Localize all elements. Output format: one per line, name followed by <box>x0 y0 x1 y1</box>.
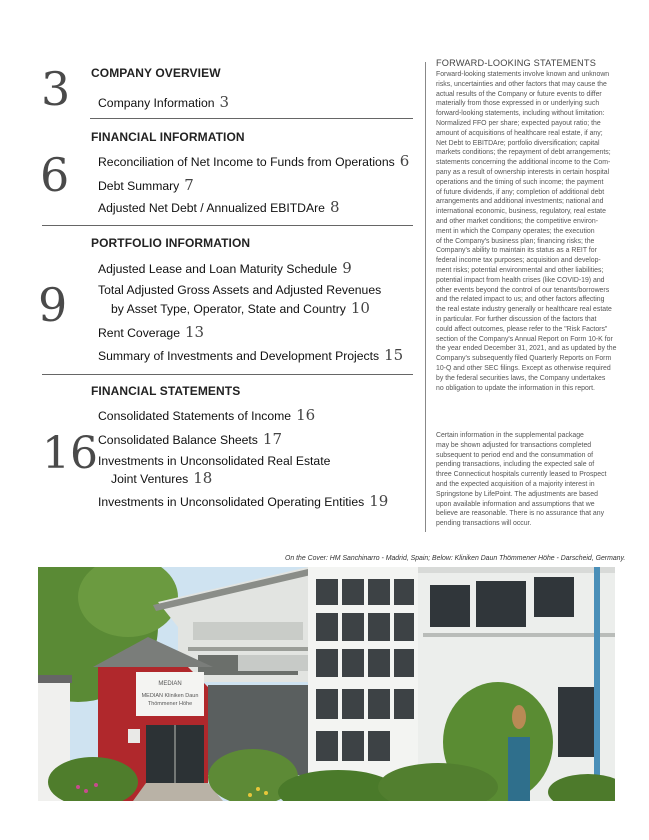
forward-looking-line: markets conditions; the repayment of debt arrangements; <box>436 149 611 157</box>
toc-item-page: 7 <box>184 176 194 194</box>
toc-item-label: Investments in Unconsolidated Real Estate <box>98 454 331 468</box>
toc-item-operating-entities[interactable] <box>98 492 388 510</box>
cover-caption: On the Cover: HM Sanchinarro - Madrid, Spain; Below: Kliniken Daun Thömmener Höhe - Darscheid, Germany. <box>285 555 626 562</box>
toc-item-label-continued: Joint Ventures <box>111 472 189 486</box>
toc-item-label: Rent Coverage <box>98 326 180 340</box>
section-number-company-overview: 3 <box>41 62 71 116</box>
forward-looking-line: ment in which the Company operates; the execution <box>436 227 595 235</box>
forward-looking-line: actual results of the Company or future events to differ <box>436 90 602 98</box>
toc-item-page: 19 <box>369 492 389 510</box>
section-divider <box>42 225 413 226</box>
toc-item-adjusted-net-debt[interactable] <box>98 198 340 216</box>
forward-looking-line: subsequent to period end and the consummation of <box>436 451 594 459</box>
forward-looking-line: Forward-looking statements involve known and unknown <box>436 71 610 78</box>
section-title-financial-statements: FINANCIAL STATEMENTS <box>91 384 241 398</box>
forward-looking-line: by the federal securities laws, the Company undertakes <box>436 374 606 382</box>
forward-looking-line: of future dividends, if any; completion of additional debt <box>436 188 605 196</box>
toc-item-page: 15 <box>384 346 404 364</box>
forward-looking-paragraph-2 <box>436 431 618 529</box>
toc-item-company-information[interactable] <box>98 93 229 111</box>
forward-looking-line: pending transactions will occur. <box>436 520 532 528</box>
forward-looking-line: section of the Company's Annual Report on Form 10-K for <box>436 335 613 343</box>
forward-looking-line: statements concerning the additional income to the Com- <box>436 159 611 167</box>
section-title-company-overview: COMPANY OVERVIEW <box>91 66 221 80</box>
forward-looking-line: Company's ability to maintain its status as a REIT for <box>436 247 597 255</box>
forward-looking-line: and the related impact to us; and other factors affecting <box>436 296 605 304</box>
section-number-financial-statements: 16 <box>42 428 98 479</box>
forward-looking-line: Normalized FFO per share; expected payout ratio; the <box>436 119 601 127</box>
forward-looking-line: the year ended December 31, 2021, and as updated by the <box>436 345 617 353</box>
forward-looking-line: risks, uncertainties and other factors that may cause the <box>436 80 607 88</box>
forward-looking-line: other events beyond the control of our tenants/borrowers <box>436 286 610 294</box>
forward-looking-line: forward-looking statements, including without limitation: <box>436 110 605 118</box>
forward-looking-line: 10-Q and other SEC filings. Except as otherwise required <box>436 364 611 372</box>
toc-item-page: 13 <box>184 323 205 341</box>
forward-looking-line: no obligation to update the information in this report. <box>436 384 595 392</box>
forward-looking-line: could affect outcomes, please refer to the "Risk Factors" <box>436 325 608 333</box>
toc-item-label: Adjusted Net Debt / Annualized EBITDAre <box>98 201 325 215</box>
toc-item-gross-assets[interactable] <box>98 283 381 297</box>
forward-looking-line: international economic, business, regulatory, real estate <box>436 208 606 216</box>
section-divider <box>42 374 413 375</box>
section-number-financial-information: 6 <box>40 148 70 202</box>
toc-item-gross-assets-continued[interactable] <box>111 299 370 317</box>
section-title-portfolio-information: PORTFOLIO INFORMATION <box>91 236 251 250</box>
toc-item-label: Summary of Investments and Development Projects <box>98 349 380 363</box>
forward-looking-line: the real estate industry generally or healthcare real estate <box>436 306 612 314</box>
toc-item-page: 6 <box>399 152 410 170</box>
forward-looking-line: ment risks; potential environmental and other liabilities; <box>436 266 604 274</box>
sign-text-3: Thömmener Höhe <box>147 701 193 707</box>
toc-item-balance-sheets[interactable] <box>98 430 282 448</box>
toc-item-label: Investments in Unconsolidated Operating Entities <box>98 495 365 509</box>
forward-looking-line: believe are reasonable. There is no assurance that any <box>436 510 605 518</box>
toc-item-label: Consolidated Balance Sheets <box>98 433 258 447</box>
toc-item-real-estate-jv-continued[interactable] <box>111 469 212 487</box>
forward-looking-line: upon available information and assumptions that we <box>436 500 595 508</box>
sign-text-1: MEDIAN <box>158 681 182 687</box>
forward-looking-paragraph-1 <box>436 70 618 393</box>
toc-item-page: 10 <box>350 299 370 317</box>
forward-looking-line: amount of acquisitions of healthcare real estate, if any; <box>436 129 603 137</box>
toc-item-page: 9 <box>342 259 352 277</box>
toc-item-lease-maturity[interactable] <box>98 259 352 277</box>
toc-item-page: 3 <box>219 93 230 111</box>
forward-looking-line: and the expected acquisition of a majority interest in <box>436 480 595 488</box>
toc-item-label: Reconciliation of Net Income to Funds from Operations <box>98 155 395 169</box>
section-divider <box>90 118 413 119</box>
forward-looking-line: pany as a result of ownership interests in certain hospital <box>436 168 610 176</box>
toc-item-investments-summary[interactable] <box>98 346 403 364</box>
section-number-portfolio-information: 9 <box>38 278 68 332</box>
column-divider <box>425 62 426 532</box>
forward-looking-line: Springstone by LifePoint. The adjustments are based <box>436 490 598 498</box>
toc-item-label-continued: by Asset Type, Operator, State and Country <box>111 302 346 316</box>
toc-item-label: Adjusted Lease and Loan Maturity Schedule <box>98 262 338 276</box>
building-photo-illustration <box>38 567 615 801</box>
toc-item-rent-coverage[interactable] <box>98 323 204 341</box>
sign-text-2: MEDIAN Kliniken Daun <box>141 693 199 699</box>
forward-looking-line: Certain information in the supplemental package <box>436 432 584 439</box>
forward-looking-line: potential impact from health crises (like COVID-19) and <box>436 276 605 284</box>
building-photo <box>38 567 615 801</box>
forward-looking-line: materially from those expressed in or underlying such <box>436 100 600 108</box>
toc-item-label: Total Adjusted Gross Assets and Adjusted Revenues <box>98 283 382 297</box>
toc-item-label: Debt Summary <box>98 179 180 193</box>
forward-looking-line: operations and the timing of such income; the payment <box>436 178 604 186</box>
toc-item-page: 8 <box>329 198 340 216</box>
toc-item-page: 16 <box>296 406 316 424</box>
toc-item-label: Consolidated Statements of Income <box>98 409 292 423</box>
toc-item-label: Company Information <box>98 96 215 110</box>
forward-looking-line: of the Company's business plan; financing risks; the <box>436 237 595 245</box>
toc-item-reconciliation[interactable] <box>98 152 409 170</box>
forward-looking-line: three Connecticut hospitals currently leased to Prospect <box>436 471 607 479</box>
toc-item-debt-summary[interactable] <box>98 176 194 194</box>
forward-looking-line: pending transactions, including the expected sale of <box>436 461 595 469</box>
forward-looking-line: Net Debt to EBITDAre; portfolio diversification; capital <box>436 139 600 147</box>
toc-item-real-estate-jv[interactable] <box>98 454 330 468</box>
forward-looking-line: arrangements and additional investments; national and <box>436 198 604 206</box>
forward-looking-line: federal income tax purposes; acquisition and develop- <box>436 257 601 265</box>
forward-looking-line: and other market conditions; the competitive environ- <box>436 217 599 225</box>
forward-looking-title: FORWARD-LOOKING STATEMENTS <box>436 58 597 68</box>
toc-item-page: 18 <box>193 469 213 487</box>
forward-looking-line: in particular. For further discussion of the factors that <box>436 315 597 323</box>
toc-item-statements-of-income[interactable] <box>98 406 315 424</box>
forward-looking-line: Company's subsequently filed Quarterly Reports on Form <box>436 355 612 363</box>
toc-item-page: 17 <box>262 430 282 448</box>
forward-looking-line: may be shown adjusted for transactions completed <box>436 441 592 449</box>
section-title-financial-information: FINANCIAL INFORMATION <box>91 130 245 144</box>
